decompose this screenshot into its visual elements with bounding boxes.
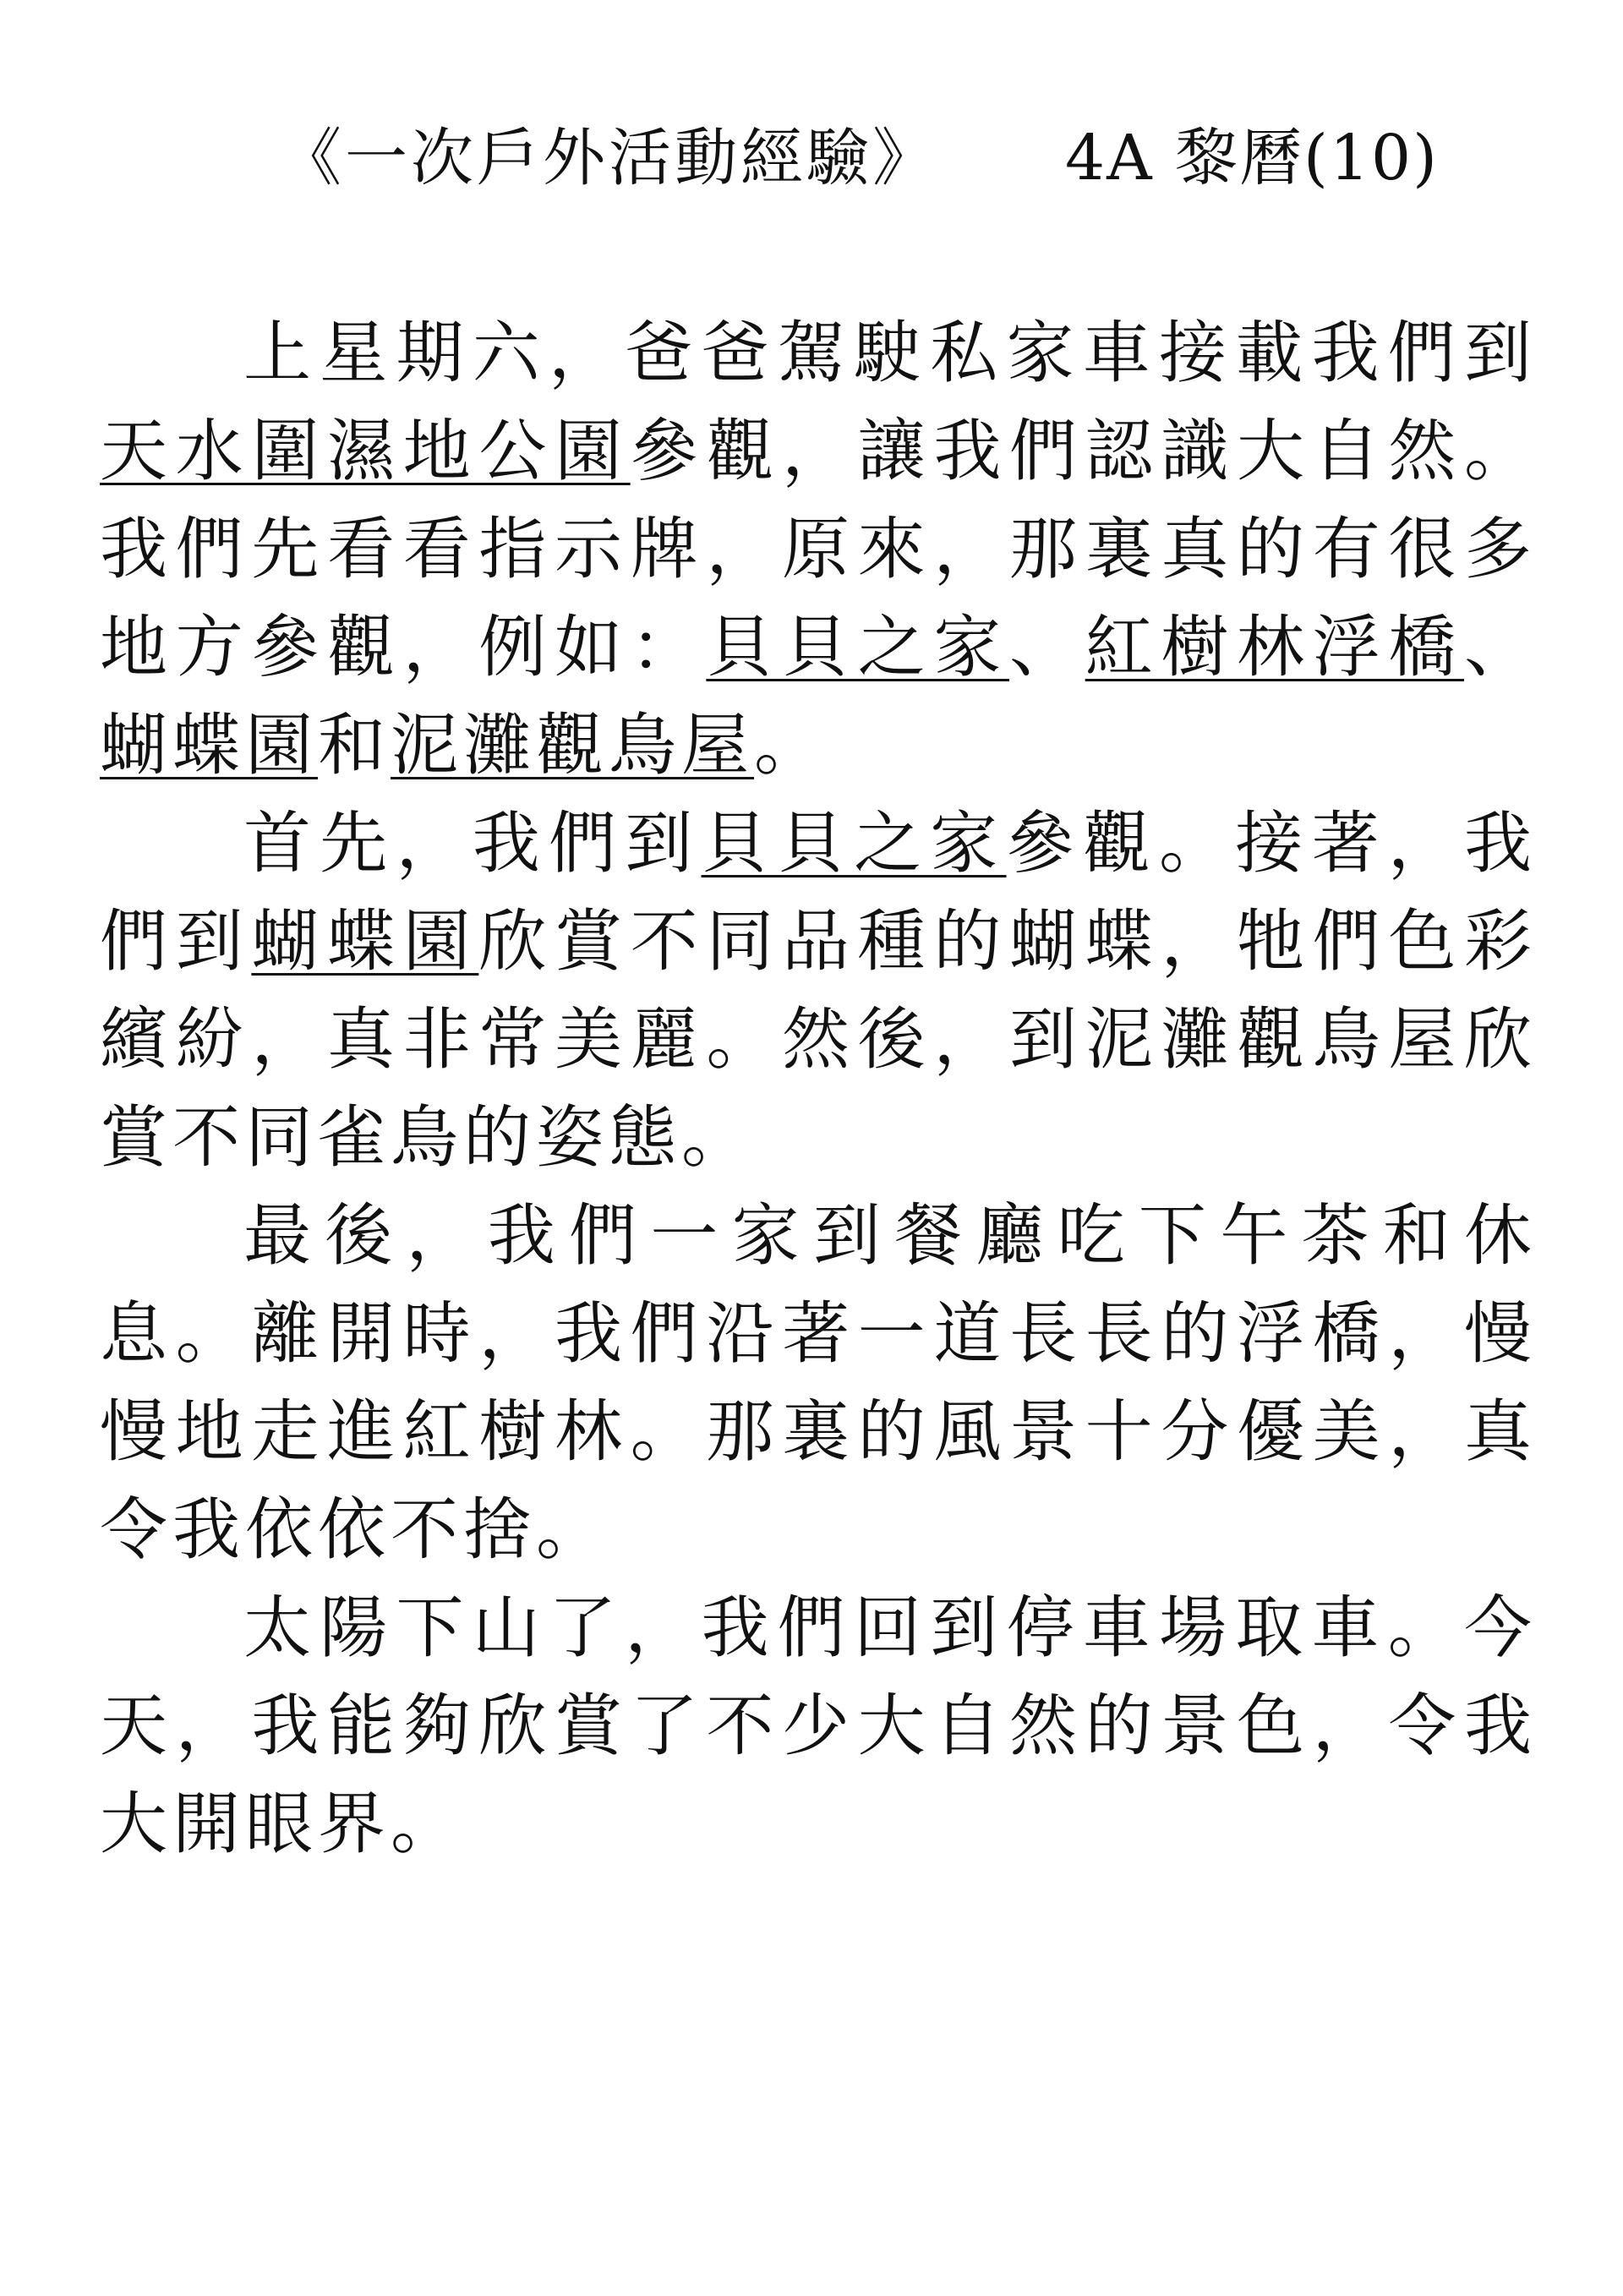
spot-name: 泥灘觀鳥屋 <box>391 706 754 784</box>
spot-name: 貝貝之家 <box>701 804 1007 883</box>
author-info: 4A 黎曆(10) <box>1065 122 1439 194</box>
paragraph-text: 首先，我們到 <box>243 804 702 883</box>
paragraph-text: 欣賞不同品種的蝴蝶，牠們色彩繽紛，真非常美麗。然後，到泥灘觀鳥屋欣賞不同雀鳥的姿態。 <box>100 902 1538 1177</box>
punctuation: 、 <box>1009 608 1085 686</box>
paragraph-text: 參觀，讓我們認識大自然。我們先看看指示牌，原來，那裏真的有很多地方參觀，例如： <box>100 412 1538 686</box>
spot-name: 蝴蝶園 <box>251 902 479 981</box>
spot-name: 紅樹林浮橋 <box>1085 608 1465 686</box>
conjunction: 和 <box>318 706 391 784</box>
title-row <box>279 112 1479 205</box>
spot-name: 貝貝之家 <box>706 608 1010 686</box>
place-name-wetland-park: 天水圍濕地公園 <box>100 412 631 490</box>
punctuation: 。 <box>754 706 827 784</box>
paragraph-3: 最後，我們一家到餐廳吃下午茶和休息。離開時，我們沿著一道長長的浮橋，慢慢地走進紅樹林。那裏的風景十分優美，真令我依依不捨。 <box>100 1196 1537 1569</box>
paragraph-text: 參觀。接著，我們到 <box>100 804 1537 981</box>
spot-name: 蝴蝶園 <box>100 706 318 784</box>
paragraph-text: 上星期六，爸爸駕駛私家車接載我們到 <box>243 314 1537 392</box>
essay-title: 《一次戶外活動經驗》 <box>279 122 938 194</box>
paragraph-1 <box>100 304 1537 795</box>
paragraph-4: 太陽下山了，我們回到停車場取車。今天，我能夠欣賞了不少大自然的景色，令我大開眼界。 <box>100 1588 1537 1863</box>
punctuation: 、 <box>1464 608 1538 686</box>
essay-body <box>100 304 1537 1873</box>
paragraph-2 <box>100 795 1537 1187</box>
